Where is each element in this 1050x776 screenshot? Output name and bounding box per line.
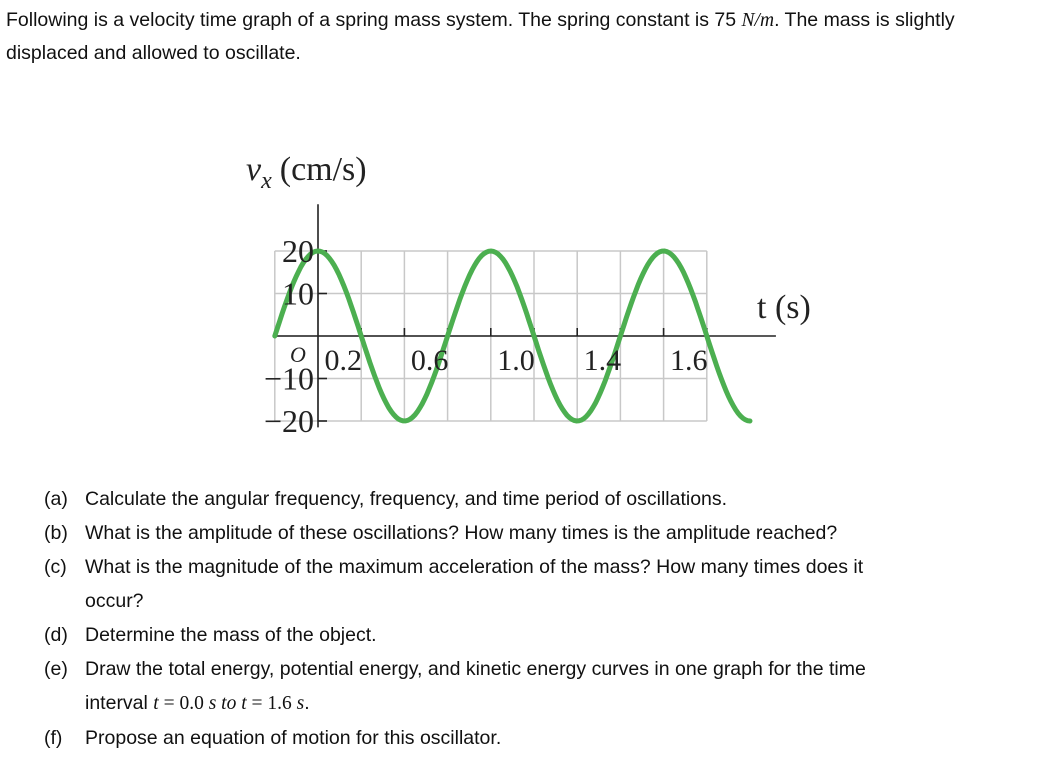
question-d [44,618,1034,652]
question-text: Determine the mass of the object. [85,624,377,646]
equals-end: = 1.6 [246,693,297,714]
question-body [85,652,1034,721]
y-axis-label [246,151,367,194]
y-tick-label: 20 [282,233,314,269]
question-b [44,516,1034,550]
question-e [44,652,1034,721]
unit-s-2: s [296,693,305,714]
question-text: Propose an equation of motion for this oscillator. [85,727,502,749]
y-axis-sub: x [261,168,272,194]
question-label: (a) [44,488,68,510]
y-tick-label: −20 [263,403,314,439]
question-label: (f) [44,727,63,749]
spring-constant-unit: N/m [741,10,775,31]
x-tick-label: 0.6 [410,344,449,377]
time-var-1: t [153,693,159,714]
question-text: Draw the total energy, potential energy, and kinetic energy curves in one graph for the time [85,658,866,680]
y-tick-label: −10 [263,360,314,397]
question-text: Calculate the angular frequency, frequency, and time period of oscillations. [85,488,728,510]
x-tick-label: 1.4 [583,344,622,377]
equals-start: = 0.0 [158,693,209,714]
x-tick-labels [324,344,707,377]
question-text: What is the magnitude of the maximum acceleration of the mass? How many times does it [85,556,864,578]
origin-label: O [290,342,306,367]
question-label: (d) [44,624,68,646]
question-label: (e) [44,658,68,680]
question-label: (b) [44,522,68,544]
intro-text-end: . The mass is slightly displaced and allowed to oscillate. [6,9,955,64]
question-a [44,482,1034,516]
x-axis-label: t (s) [757,289,811,326]
question-text-continued [85,686,1034,721]
question-c [44,550,1034,618]
question-list [44,482,1034,755]
unit-s-1: s [208,693,217,714]
time-var-2: t [241,693,247,714]
y-tick-label: 10 [282,275,314,312]
velocity-time-graph [220,140,840,450]
x-tick-label: 1.6 [670,344,708,377]
question-f [44,721,1034,755]
intro-text-start: Following is a velocity time graph of a spring mass system. The spring constant is 75 [6,9,742,31]
question-text: What is the amplitude of these oscillations? How many times is the amplitude reached? [85,522,838,544]
question-label: (c) [44,556,67,578]
question-text-continued: occur? [85,590,144,612]
y-axis-var: v [246,151,262,188]
intro-paragraph [6,4,1041,69]
x-tick-label: 0.2 [324,344,362,377]
period-mark: . [304,692,310,714]
x-tick-label: 1.0 [497,344,535,377]
y-axis-unit: (cm/s) [279,151,367,188]
question-body [85,550,1034,618]
to-word: to [216,693,242,714]
interval-word: interval [85,692,154,714]
